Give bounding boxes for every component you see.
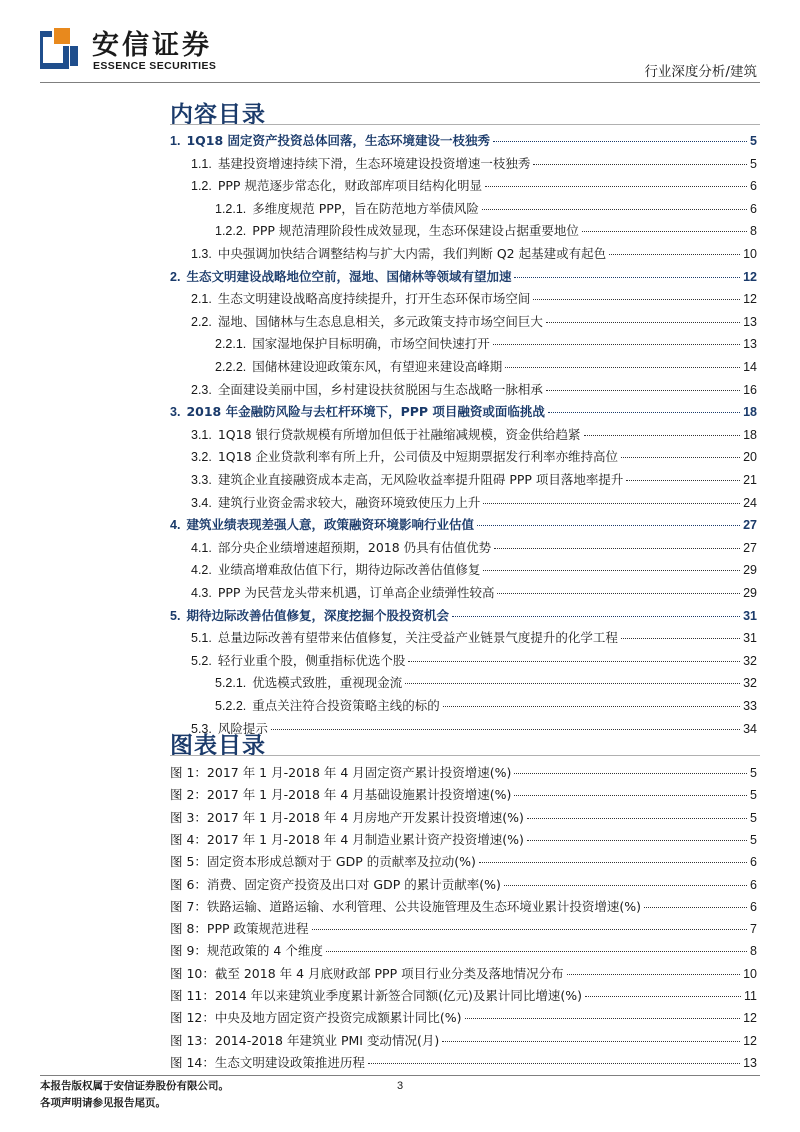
dot-leader [483, 503, 740, 504]
dot-leader [514, 277, 740, 278]
toc-entry-page: 32 [743, 676, 757, 691]
toc-entry-text: 轻行业重个股，侧重指标优选个股 [217, 652, 406, 668]
brand-name-en: ESSENCE SECURITIES [93, 60, 217, 72]
footer-copyright: 本报告版权属于安信证券股份有限公司。 [40, 1080, 229, 1092]
dot-leader [546, 390, 740, 391]
figure-entry[interactable] [170, 763, 757, 781]
toc-entry-number: 5.2.1. [215, 676, 247, 691]
dot-leader [493, 141, 747, 142]
dot-leader [567, 974, 740, 975]
toc-entry[interactable] [170, 606, 757, 624]
toc-entry-number: 1.2.2. [215, 224, 247, 239]
toc-entry-page: 33 [743, 699, 757, 713]
toc-entry-number: 1.3. [191, 247, 212, 261]
toc-entry-text: 中央强调加快结合调整结构与扩大内需，我们判断 Q2 起基建或有起色 [217, 246, 607, 261]
dot-leader [368, 1063, 740, 1064]
toc-entry[interactable] [191, 628, 757, 646]
toc-entry-page: 29 [743, 563, 757, 578]
toc-entry-page: 8 [750, 224, 757, 239]
dot-leader [405, 683, 740, 684]
figure-entry-text: 图 8：PPP 政策规范进程 [170, 921, 309, 937]
dot-leader [533, 299, 740, 300]
figure-entry-page: 6 [750, 877, 757, 892]
toc-entry-text: 国家湿地保护目标明确，市场空间快速打开 [252, 336, 490, 352]
toc-entry[interactable] [191, 447, 757, 465]
figure-entry[interactable] [170, 852, 757, 870]
figure-entry-page: 5 [750, 766, 757, 780]
toc-entry[interactable] [191, 651, 757, 669]
dot-leader [477, 525, 740, 526]
figure-entry-text: 图 4：2017 年 1 月-2018 年 4 月制造业累计资产投资增速(%) [170, 831, 524, 847]
figure-entry-page: 10 [743, 966, 757, 981]
toc-entry[interactable] [191, 289, 757, 307]
figure-entry-page: 5 [750, 832, 757, 847]
figure-entry-page: 12 [743, 1011, 757, 1026]
toc-entry-text: 优选模式致胜，重视现金流 [252, 675, 403, 691]
figure-entry[interactable] [170, 808, 757, 826]
toc-entry-number: 4. [170, 518, 181, 533]
figure-entry-page: 8 [750, 944, 757, 959]
toc-entry-number: 1.1. [191, 156, 212, 171]
header-divider [40, 82, 760, 83]
toc-entry-text: 建筑行业资金需求较大，融资环境致使压力上升 [217, 494, 481, 510]
toc-entry-text: PPP 规范清理阶段性成效显现，生态环保建设占据重要地位 [252, 223, 579, 239]
toc-entry-page: 13 [743, 314, 757, 329]
figure-entry-text: 图 7：铁路运输、道路运输、水利管理、公共设施管理及生态环境业累计投资增速(%) [170, 898, 642, 914]
dot-leader [452, 616, 740, 617]
toc-entry-text: 总量边际改善有望带来估值修复，关注受益产业链景气度提升的化学工程 [217, 630, 618, 646]
toc-entry-number: 5.3. [191, 721, 212, 736]
figure-entry[interactable] [170, 986, 757, 1004]
toc-entry-text: 建筑业绩表现差强人意，政策融资环境影响行业估值 [186, 517, 474, 533]
figures-title-rule [170, 755, 760, 756]
dot-leader [514, 795, 747, 796]
figure-entry[interactable] [170, 1031, 757, 1049]
page-number: 3 [397, 1080, 404, 1092]
toc-entry[interactable] [215, 334, 757, 352]
figure-entry[interactable] [170, 1053, 757, 1071]
dot-leader [546, 322, 740, 323]
figure-entry-text: 图 14：生态文明建设政策推进历程 [170, 1054, 365, 1070]
figure-entry-page: 5 [750, 810, 757, 825]
toc-entry[interactable] [191, 493, 757, 511]
toc-entry-page: 31 [743, 608, 757, 623]
footer-divider [40, 1075, 760, 1076]
figure-entry-text: 图 12：中央及地方固定资产投资完成额累计同比(%) [170, 1010, 462, 1026]
toc-entry[interactable] [215, 673, 757, 691]
toc-entry[interactable] [191, 312, 757, 330]
toc-entry-page: 13 [743, 337, 757, 352]
dot-leader [644, 907, 747, 908]
toc-entry-text: 重点关注符合投资策略主线的标的 [252, 698, 440, 713]
dot-leader [312, 929, 748, 930]
figure-entry-text: 图 2：2017 年 1 月-2018 年 4 月基础设施累计投资增速(%) [170, 787, 512, 803]
dot-leader [621, 638, 740, 639]
dot-leader [527, 840, 747, 841]
toc-entry-number: 4.3. [191, 586, 212, 600]
toc-entry-text: 多维度规范 PPP，旨在防范地方举债风险 [252, 200, 479, 216]
figure-entry[interactable] [170, 919, 757, 937]
figure-entry-text: 图 13：2014-2018 年建筑业 PMI 变动情况(月) [170, 1032, 440, 1048]
footer-statement-note: 各项声明请参见报告尾页。 [40, 1097, 166, 1109]
dot-leader [479, 862, 747, 863]
toc-entry-number: 3.4. [191, 495, 212, 510]
dot-leader [494, 548, 740, 549]
toc-entry-number: 5. [170, 608, 181, 623]
dot-leader [514, 773, 747, 774]
figure-entry[interactable] [170, 785, 757, 803]
toc-entry-page: 34 [743, 721, 757, 736]
toc-entry[interactable] [215, 357, 757, 375]
toc-entry-page: 5 [750, 134, 757, 148]
toc-entry[interactable] [215, 199, 757, 217]
toc-entry[interactable] [170, 515, 757, 533]
toc-entry-text: 建筑企业直接融资成本走高，无风险收益率提升阻碍 PPP 项目落地率提升 [217, 472, 624, 487]
toc-entry-text: 2018 年金融防风险与去杠杆环境下，PPP 项目融资或面临挑战 [186, 404, 545, 420]
toc-entry-page: 21 [743, 473, 757, 487]
figure-entry-text: 图 1：2017 年 1 月-2018 年 4 月固定资产累计投资增速(%) [170, 765, 512, 780]
toc-entry-text: 部分央企业绩增速超预期，2018 仍具有估值优势 [217, 539, 492, 555]
toc-entry-number: 4.2. [191, 563, 212, 578]
dot-leader [584, 435, 741, 436]
figure-entry-page: 5 [750, 788, 757, 803]
figures-title: 图表目录 [170, 733, 266, 759]
toc-entry-page: 14 [743, 360, 757, 374]
toc-entry-page: 18 [743, 427, 757, 442]
figure-entry-text: 图 5：固定资本形成总额对于 GDP 的贡献率及拉动(%) [170, 854, 476, 870]
toc-entry-page: 18 [743, 405, 757, 420]
toc-entry[interactable] [170, 131, 757, 149]
toc-title-rule [170, 124, 760, 125]
figure-entry[interactable] [170, 897, 757, 915]
toc-entry-text: 1Q18 银行贷款规模有所增加但低于社融缩减规模，资金供给趋紧 [217, 426, 581, 442]
dot-leader [442, 1041, 740, 1042]
toc-entry-page: 27 [743, 518, 757, 533]
dot-leader [582, 231, 747, 232]
toc-entry-number: 2. [170, 269, 181, 284]
toc-entry-text: 生态文明建设战略地位空前，湿地、国储林等领域有望加速 [186, 268, 512, 284]
dot-leader [533, 164, 747, 165]
dot-leader [609, 254, 740, 255]
toc-entry[interactable] [191, 244, 757, 262]
toc-entry-page: 12 [743, 269, 757, 284]
toc-entry[interactable] [191, 560, 757, 578]
toc-entry[interactable] [170, 402, 757, 420]
figure-entry[interactable] [170, 1008, 757, 1026]
figure-entry-page: 11 [744, 989, 757, 1003]
dot-leader [505, 367, 740, 368]
toc-entry-text: 1Q18 固定资产投资总体回落，生态环境建设一枝独秀 [186, 133, 491, 148]
toc-entry-text: 国储林建设迎政策东风，有望迎来建设高峰期 [252, 359, 503, 374]
toc-entry-text: 全面建设美丽中国，乡村建设扶贫脱困与生态战略一脉相承 [217, 381, 543, 397]
dot-leader [483, 570, 740, 571]
toc-entry-page: 24 [743, 495, 757, 510]
dot-leader [585, 996, 741, 997]
figure-entry-page: 12 [743, 1033, 757, 1048]
company-logo [40, 26, 80, 70]
toc-entry-number: 1. [170, 134, 181, 148]
toc-entry-page: 31 [743, 631, 757, 646]
toc-title: 内容目录 [170, 102, 266, 128]
dot-leader [504, 885, 747, 886]
toc-entry-text: 期待边际改善估值修复，深度挖掘个股投资机会 [186, 607, 449, 623]
figure-entry[interactable] [170, 941, 757, 959]
dot-leader [485, 186, 747, 187]
figure-entry-page: 7 [750, 922, 757, 937]
report-category: 行业深度分析/建筑 [644, 64, 757, 80]
toc-entry-page: 20 [743, 450, 757, 465]
figure-entry-page: 6 [750, 899, 757, 914]
toc-entry[interactable] [215, 221, 757, 239]
toc-entry-text: 生态文明建设战略高度持续提升，打开生态环保市场空间 [217, 291, 531, 307]
toc-entry-page: 6 [750, 201, 757, 216]
toc-entry-text: 1Q18 企业贷款利率有所上升，公司债及中短期票据发行利率亦维持高位 [217, 449, 619, 465]
toc-entry-page: 27 [743, 540, 757, 555]
dot-leader [626, 480, 740, 481]
dot-leader [326, 951, 747, 952]
toc-entry-text: PPP 规范逐步常态化，财政部库项目结构化明显 [217, 178, 482, 194]
dot-leader [621, 457, 740, 458]
toc-entry[interactable] [191, 176, 757, 194]
toc-entry-page: 6 [750, 179, 757, 194]
toc-entry-page: 5 [750, 156, 757, 171]
toc-entry[interactable] [191, 380, 757, 398]
figure-entry-text: 图 10：截至 2018 年 4 月底财政部 PPP 项目行业分类及落地情况分布 [170, 965, 564, 981]
figure-entry-text: 图 11：2014 年以来建筑业季度累计新签合同额(亿元)及累计同比增速(%) [170, 988, 583, 1003]
toc-entry-number: 3. [170, 405, 181, 420]
figure-entry[interactable] [170, 875, 757, 893]
toc-entry-number: 2.3. [191, 382, 212, 397]
dot-leader [443, 706, 740, 707]
toc-entry-number: 5.2.2. [215, 699, 247, 713]
toc-entry[interactable] [191, 719, 757, 737]
toc-entry-text: PPP 为民营龙头带来机遇，订单高企业绩弹性较高 [217, 585, 495, 600]
toc-entry[interactable] [191, 154, 757, 172]
toc-entry-number: 4.1. [191, 540, 212, 555]
toc-entry[interactable] [191, 425, 757, 443]
toc-entry-text: 湿地、国储林与生态息息相关，多元政策支持市场空间巨大 [217, 313, 543, 329]
figure-entry-page: 13 [743, 1055, 757, 1070]
dot-leader [465, 1018, 741, 1019]
toc-entry-page: 29 [743, 586, 757, 600]
figure-entry-page: 6 [750, 855, 757, 870]
toc-entry-text: 风险提示 [217, 720, 268, 736]
dot-leader [548, 412, 740, 413]
figure-entry[interactable] [170, 964, 757, 982]
toc-entry-page: 16 [743, 382, 757, 397]
figure-entry-text: 图 3：2017 年 1 月-2018 年 4 月房地产开发累计投资增速(%) [170, 809, 524, 825]
toc-entry-number: 5.1. [191, 631, 212, 646]
toc-entry[interactable] [191, 470, 757, 488]
toc-entry-number: 1.2. [191, 179, 212, 194]
dot-leader [271, 729, 740, 730]
toc-entry[interactable] [191, 583, 757, 601]
dot-leader [408, 661, 740, 662]
toc-entry[interactable] [170, 267, 757, 285]
toc-entry-number: 2.2.2. [215, 360, 247, 374]
toc-entry-number: 5.2. [191, 653, 212, 668]
toc-entry-text: 基建投资增速持续下滑，生态环境建设投资增速一枝独秀 [217, 155, 531, 171]
dot-leader [497, 593, 740, 594]
footer-disclaimer [40, 1078, 229, 1112]
toc-entry-number: 1.2.1. [215, 201, 247, 216]
toc-entry-number: 2.2.1. [215, 337, 247, 352]
toc-entry-text: 业绩高增难敌估值下行，期待边际改善估值修复 [217, 562, 481, 578]
figure-entry-text: 图 9：规范政策的 4 个维度 [170, 943, 323, 959]
toc-entry[interactable] [215, 696, 757, 714]
dot-leader [527, 818, 747, 819]
dot-leader [493, 344, 740, 345]
figure-entry-text: 图 6：消费、固定资产投资及出口对 GDP 的累计贡献率(%) [170, 876, 501, 892]
toc-entry[interactable] [191, 538, 757, 556]
toc-entry-page: 12 [743, 292, 757, 307]
toc-entry-number: 3.1. [191, 427, 212, 442]
toc-entry-page: 32 [743, 653, 757, 668]
figure-entry[interactable] [170, 830, 757, 848]
toc-entry-number: 2.2. [191, 314, 212, 329]
brand-name-cn: 安信证券 [92, 30, 212, 61]
toc-entry-number: 3.3. [191, 473, 212, 487]
dot-leader [482, 209, 747, 210]
toc-entry-number: 2.1. [191, 292, 212, 307]
toc-entry-page: 10 [743, 247, 757, 261]
toc-entry-number: 3.2. [191, 450, 212, 465]
